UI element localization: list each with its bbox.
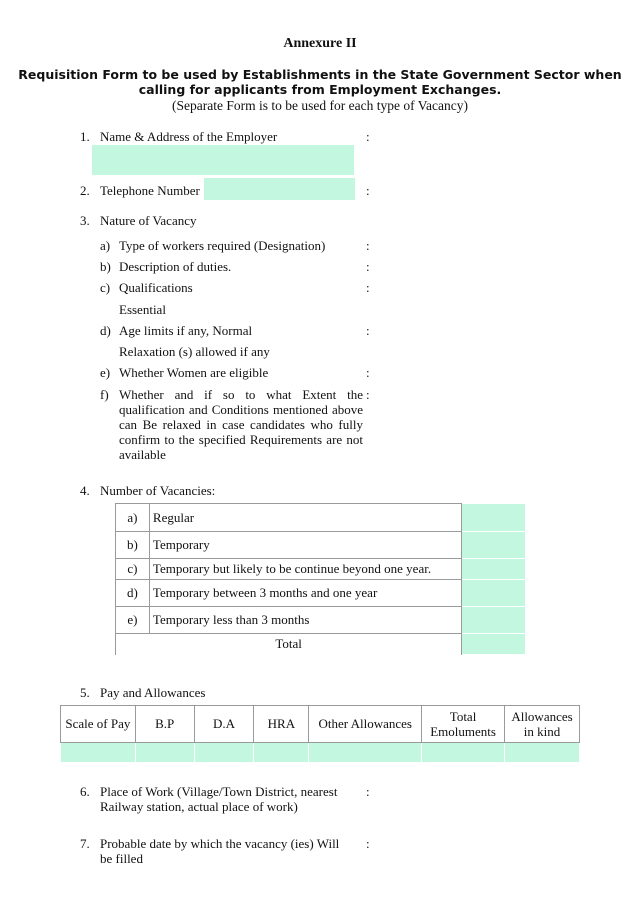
vacancy-regular-count-field[interactable] [462, 504, 526, 532]
item-6-colon: : [366, 784, 370, 799]
item-3b-colon: : [366, 259, 370, 274]
vacancy-label: Temporary [149, 532, 461, 559]
item-3e-colon: : [366, 365, 370, 380]
vacancy-row-less-three-months [116, 607, 526, 634]
item-6-number: 6. [80, 784, 90, 799]
item-3f-letter: f) [100, 387, 109, 402]
item-3f-label: Whether and if so to what Extent the qualification and Conditions mentioned above can Be relaxed in case candidates who fully confirm to the specified Requirements are not available [119, 387, 363, 462]
scale-of-pay-header: Scale of Pay [61, 706, 136, 743]
item-6-label-line2: Railway station, actual place of work) [100, 799, 298, 814]
form-title-line1: Requisition Form to be used by Establishments in the State Government Sector when [18, 67, 622, 82]
total-emoluments-header-line2: Emoluments [430, 724, 496, 739]
hra-header: HRA [254, 706, 309, 743]
item-3d-label: Age limits if any, Normal [119, 323, 253, 338]
item-7-number: 7. [80, 836, 90, 851]
employer-name-address-field[interactable] [92, 145, 354, 175]
pay-header-row [61, 706, 580, 743]
item-3e-letter: e) [100, 365, 111, 380]
item-5-number: 5. [80, 685, 90, 700]
item-4-number: 4. [80, 483, 90, 498]
allowances-in-kind-header-line2: in kind [523, 724, 561, 739]
vacancy-row-beyond-one-year [116, 559, 526, 580]
vacancy-row-three-months-one-year [116, 580, 526, 607]
form-subtitle: (Separate Form is to be used for each type of Vacancy) [172, 98, 468, 113]
vacancy-beyond-one-year-count-field[interactable] [462, 559, 526, 580]
allowances-in-kind-header [505, 706, 580, 743]
allowances-in-kind-header-line1: Allowances [511, 709, 573, 724]
vacancy-total-field[interactable] [462, 634, 526, 655]
item-2-colon: : [366, 183, 370, 198]
item-3b-letter: b) [100, 259, 111, 274]
item-7-colon: : [366, 836, 370, 851]
vacancy-letter: a) [116, 504, 150, 532]
total-emoluments-header [422, 706, 505, 743]
vacancy-letter: e) [116, 607, 150, 634]
vacancy-three-months-one-year-count-field[interactable] [462, 580, 526, 607]
item-3c-colon: : [366, 280, 370, 295]
bp-field[interactable] [135, 743, 194, 763]
form-title-line2: calling for applicants from Employment Exchanges. [138, 82, 502, 97]
other-allowances-header: Other Allowances [309, 706, 422, 743]
item-3d-relaxation: Relaxation (s) allowed if any [119, 344, 270, 359]
item-4-label: Number of Vacancies: [100, 483, 216, 498]
item-3c-letter: c) [100, 280, 111, 295]
vacancy-letter: d) [116, 580, 150, 607]
pay-values-row [61, 743, 580, 763]
telephone-number-field[interactable] [204, 178, 355, 200]
vacancy-label: Temporary less than 3 months [149, 607, 461, 634]
vacancy-total-label: Total [116, 634, 462, 655]
item-2-number: 2. [80, 183, 90, 198]
vacancy-less-three-months-count-field[interactable] [462, 607, 526, 634]
vacancy-label: Temporary but likely to be continue beyond one year. [149, 559, 461, 580]
vacancy-row-regular [116, 504, 526, 532]
item-1-number: 1. [80, 129, 90, 144]
item-3d-letter: d) [100, 323, 111, 338]
item-7-label-line1: Probable date by which the vacancy (ies) Will [100, 836, 340, 851]
item-3-number: 3. [80, 213, 90, 228]
scale-of-pay-field[interactable] [61, 743, 136, 763]
da-field[interactable] [194, 743, 254, 763]
item-2-label: Telephone Number [100, 183, 200, 198]
bp-header: B.P [135, 706, 194, 743]
item-1-colon: : [366, 129, 370, 144]
item-3b-label: Description of duties. [119, 259, 232, 274]
item-3e-label: Whether Women are eligible [119, 365, 269, 380]
item-7-label-line2: be filled [100, 851, 143, 866]
vacancy-row-temporary [116, 532, 526, 559]
item-3a-label: Type of workers required (Designation) [119, 238, 326, 253]
hra-field[interactable] [254, 743, 309, 763]
total-emoluments-field[interactable] [422, 743, 505, 763]
item-3-label: Nature of Vacancy [100, 213, 197, 228]
vacancy-temporary-count-field[interactable] [462, 532, 526, 559]
item-3d-colon: : [366, 323, 370, 338]
vacancy-row-total [116, 634, 526, 655]
pay-allowances-table [60, 705, 580, 763]
item-5-label: Pay and Allowances [100, 685, 206, 700]
vacancies-table [115, 503, 526, 655]
item-3f-colon: : [366, 387, 370, 402]
item-1-label: Name & Address of the Employer [100, 129, 278, 144]
vacancy-label: Temporary between 3 months and one year [149, 580, 461, 607]
item-3c-essential: Essential [119, 302, 166, 317]
vacancy-letter: b) [116, 532, 150, 559]
item-3a-colon: : [366, 238, 370, 253]
vacancy-letter: c) [116, 559, 150, 580]
other-allowances-field[interactable] [309, 743, 422, 763]
da-header: D.A [194, 706, 254, 743]
item-6-label-line1: Place of Work (Village/Town District, nearest [100, 784, 338, 799]
allowances-in-kind-field[interactable] [505, 743, 580, 763]
total-emoluments-header-line1: Total [449, 709, 477, 724]
annexure-title: Annexure II [283, 36, 357, 51]
item-3c-label: Qualifications [119, 280, 193, 295]
item-3a-letter: a) [100, 238, 111, 253]
vacancy-label: Regular [149, 504, 461, 532]
